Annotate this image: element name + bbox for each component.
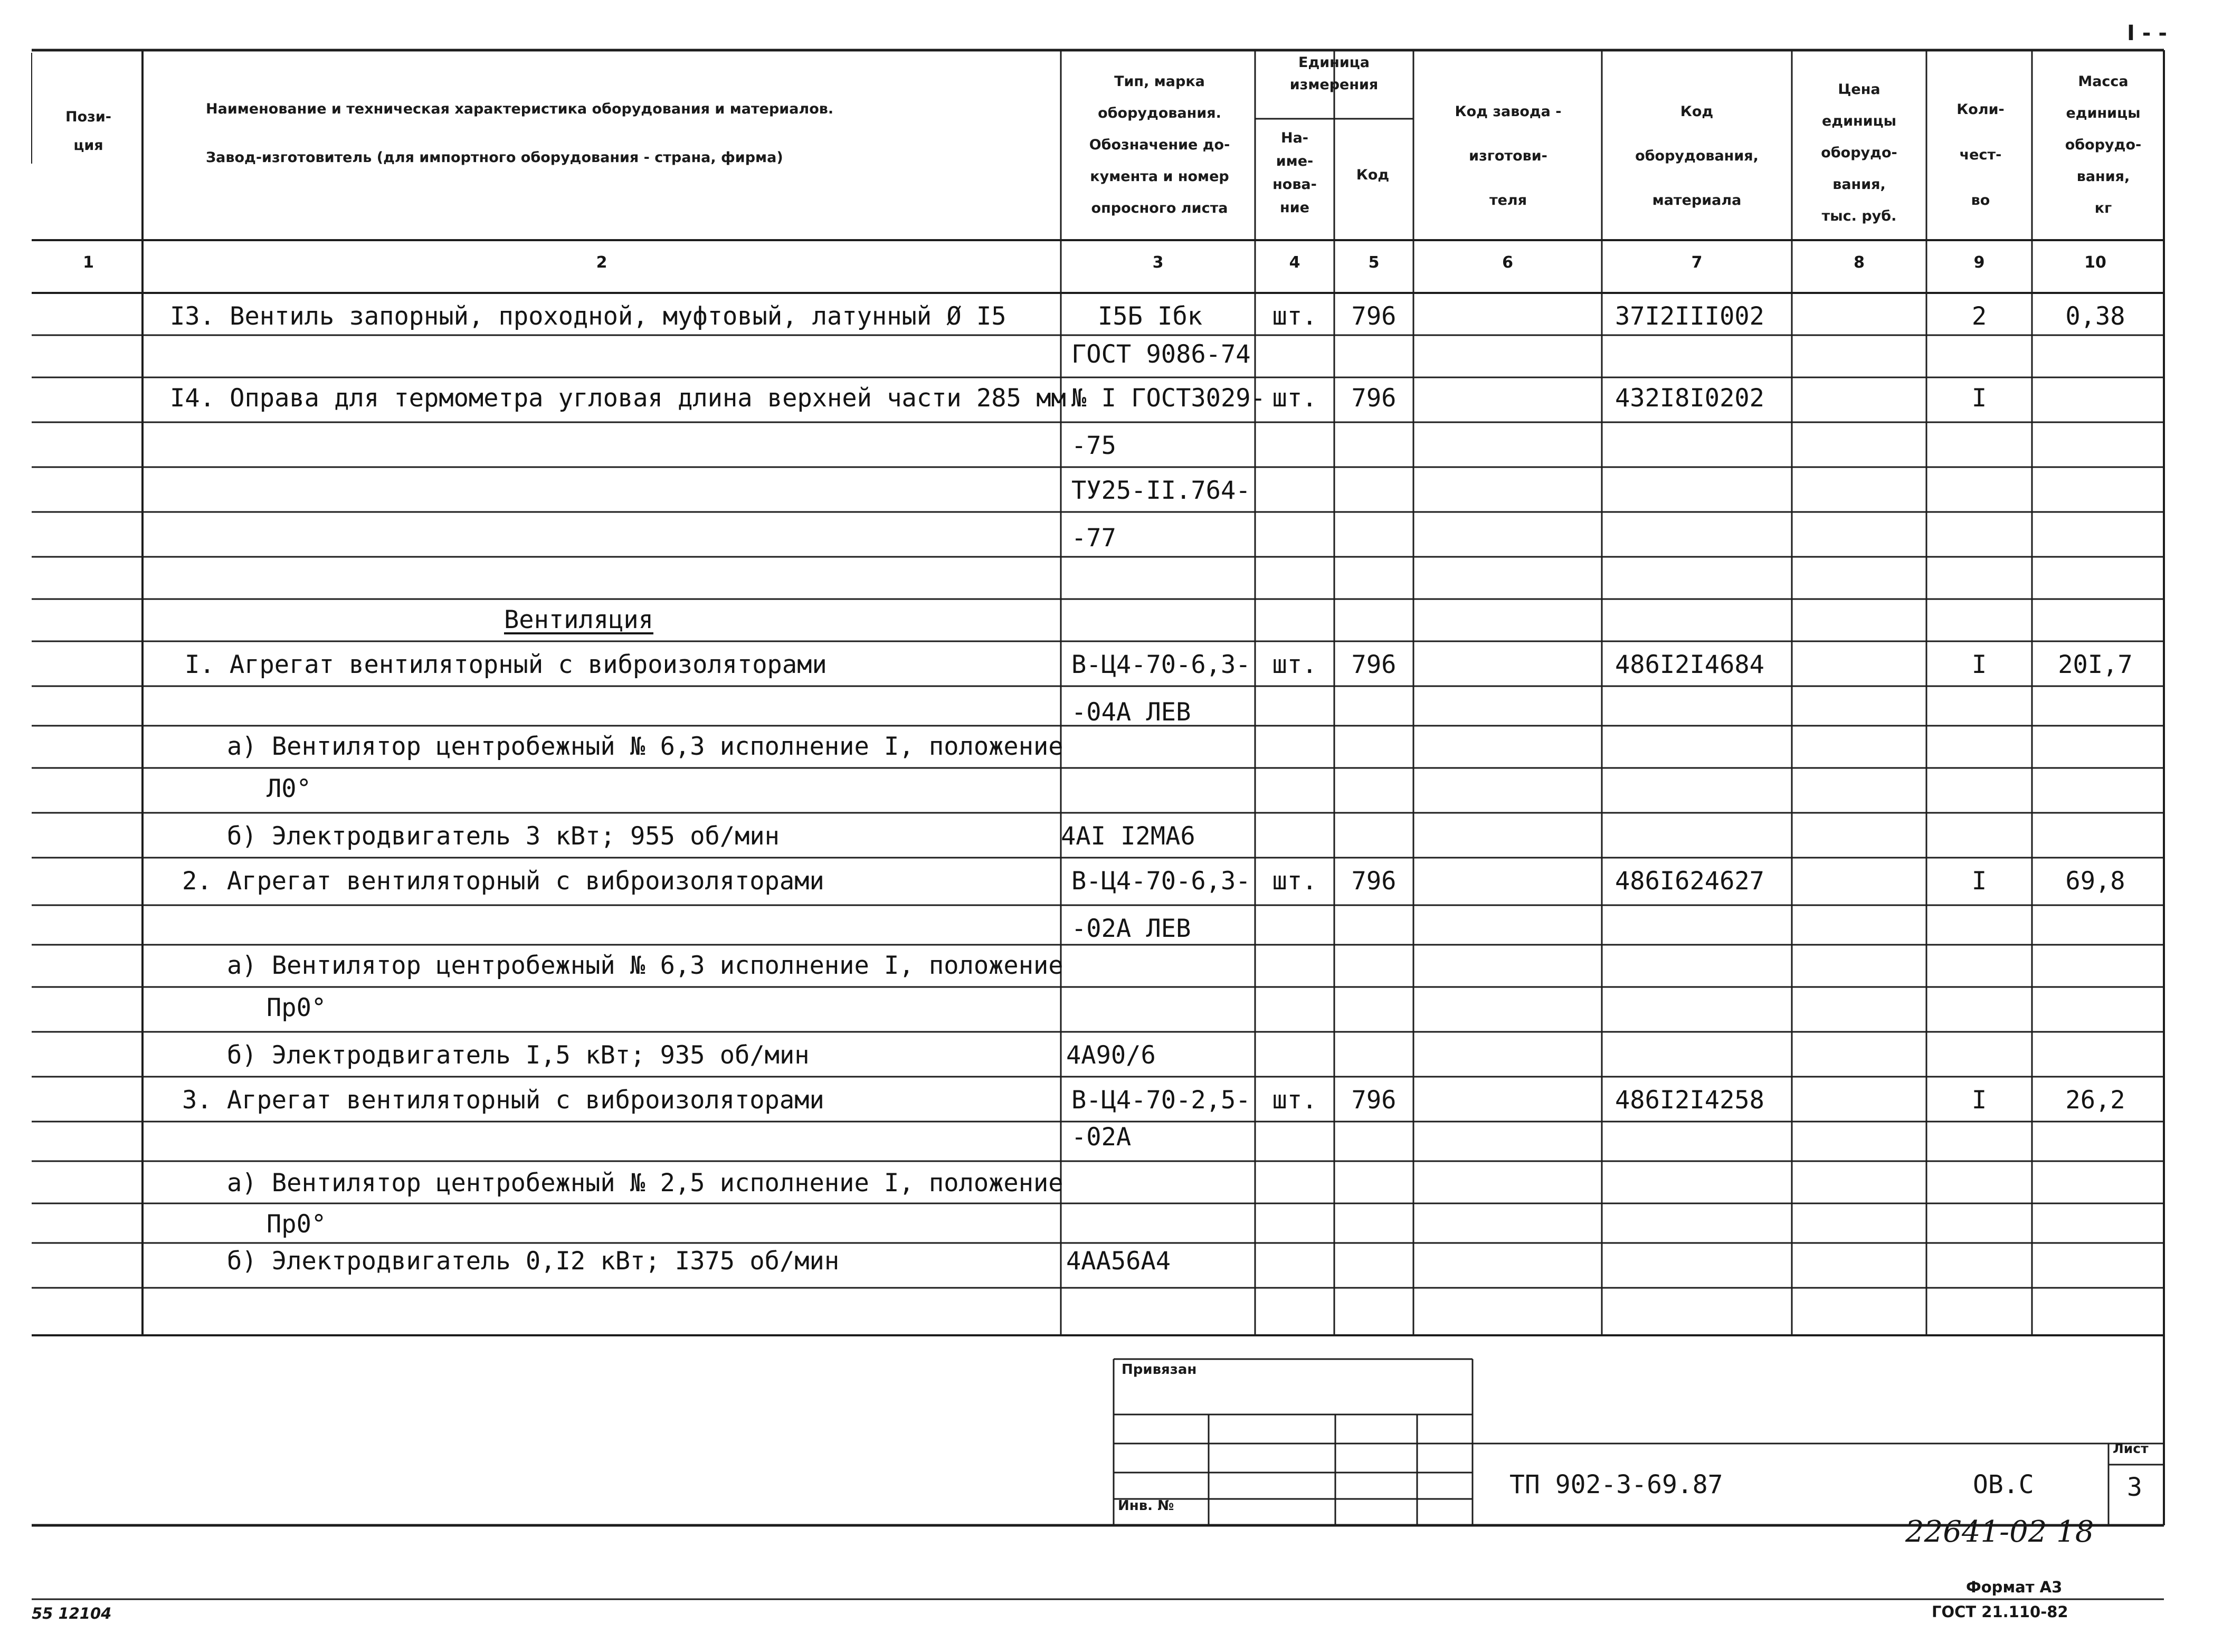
item-name: Л0° (267, 774, 311, 803)
item-type-mark: 4А90/6 (1066, 1041, 1156, 1070)
item-name: I4. Оправа для термометра угловая длина верхней части 285 мм (170, 384, 1066, 413)
item-quantity: 2 (1971, 302, 1987, 331)
item-type-mark: 4АА56А4 (1066, 1247, 1171, 1276)
item-name: а) Вентилятор центробежный № 6,3 исполнение I, положение (227, 732, 1063, 761)
document-mark: ОВ.С (1973, 1470, 2034, 1499)
item-name: б) Электродвигатель 0,I2 кВт; I375 об/мин (227, 1247, 840, 1276)
section-heading: Вентиляция (504, 605, 653, 634)
item-quantity: I (1971, 1086, 1987, 1115)
item-name: Пр0° (267, 1210, 327, 1239)
item-name: I3. Вентиль запорный, проходной, муфтовый, латунный Ø I5 (170, 302, 1006, 331)
item-unit: шт. (1272, 650, 1317, 679)
header-factory-code: Код завода - изготови- теля (1455, 103, 1562, 208)
item-name: б) Электродвигатель I,5 кВт; 935 об/мин (227, 1041, 810, 1070)
column-number: 1 (83, 253, 94, 272)
document-code: ТП 902-3-69.87 (1509, 1470, 1723, 1499)
item-equipment-code: 486I2I4258 (1615, 1086, 1764, 1115)
item-unit-code: 796 (1351, 650, 1397, 679)
item-quantity: I (1971, 650, 1987, 679)
item-type-mark: № I ГОСТ3029- (1071, 384, 1266, 413)
item-unit-code: 796 (1351, 867, 1397, 896)
footer-standard: ГОСТ 21.110-82 (1932, 1603, 2068, 1621)
header-name-line2: Завод-изготовитель (для импортного оборудования - страна, фирма) (206, 149, 783, 166)
header-equipment-code: Код оборудования, материала (1635, 103, 1759, 208)
item-type-mark: -77 (1071, 524, 1116, 553)
item-type-mark: В-Ц4-70-6,3- (1071, 867, 1251, 896)
header-unit-mass: Масса единицы оборудо- вания, кг (2065, 73, 2142, 216)
item-name: 2. Агрегат вентиляторный с виброизоляторами (182, 867, 824, 896)
item-type-mark: В-Ц4-70-2,5- (1071, 1086, 1251, 1115)
header-position: Пози- ция (65, 109, 111, 154)
item-type-mark: ГОСТ 9086-74 (1071, 340, 1251, 369)
item-type-mark: -75 (1071, 431, 1116, 460)
header-quantity: Коли- чест- во (1956, 101, 2005, 208)
handwritten-number: 22641-02 18 (1905, 1515, 2094, 1549)
header-unit-price: Цена единицы оборудо- вания, тыс. руб. (1821, 81, 1897, 224)
footer-format: Формат А3 (1966, 1578, 2063, 1596)
sheet-label: Лист (2113, 1441, 2149, 1456)
item-type-mark: В-Ц4-70-6,3- (1071, 650, 1251, 679)
column-number: 7 (1691, 253, 1703, 272)
column-number: 6 (1502, 253, 1513, 272)
item-unit-code: 796 (1351, 384, 1397, 413)
item-mass: 20I,7 (2058, 650, 2133, 679)
stamp-privyazan: Привязан (1122, 1362, 1197, 1378)
sheet-number: 3 (2127, 1473, 2142, 1502)
item-name: 3. Агрегат вентиляторный с виброизоляторами (182, 1086, 824, 1115)
item-unit: шт. (1272, 384, 1317, 413)
header-type-mark: Тип, марка оборудования. Обозначение до- кумента и номер опросного листа (1089, 73, 1230, 216)
header-unit-code: Код (1356, 167, 1390, 183)
item-type-mark: ТУ25-II.764- (1071, 476, 1251, 505)
item-unit: шт. (1272, 1086, 1317, 1115)
item-equipment-code: 37I2III002 (1615, 302, 1764, 331)
item-unit-code: 796 (1351, 1086, 1397, 1115)
column-number: 5 (1368, 253, 1380, 272)
item-quantity: I (1971, 384, 1987, 413)
header-name-line1: Наименование и техническая характеристика оборудования и материалов. (206, 101, 834, 117)
column-number: 10 (2084, 253, 2106, 272)
item-equipment-code: 486I2I4684 (1615, 650, 1764, 679)
column-number: 4 (1289, 253, 1300, 272)
item-name: I. Агрегат вентиляторный с виброизоляторами (185, 650, 827, 679)
item-mass: 69,8 (2065, 867, 2125, 896)
item-name: а) Вентилятор центробежный № 2,5 исполнение I, положение (227, 1169, 1063, 1198)
item-name: б) Электродвигатель 3 кВт; 955 об/мин (227, 822, 780, 851)
item-type-mark: -02А (1071, 1123, 1132, 1152)
item-type-mark: -04А ЛЕВ (1071, 698, 1191, 727)
item-type-mark: I5Б Iбк (1098, 302, 1203, 331)
corner-mark: I - - (2127, 21, 2167, 45)
item-name: Пр0° (267, 993, 327, 1022)
column-number: 9 (1973, 253, 1985, 272)
footer-left-code: 55 12104 (32, 1604, 112, 1622)
item-name: а) Вентилятор центробежный № 6,3 исполнение I, положение (227, 951, 1063, 980)
stamp-inventory-no: Инв. № (1118, 1498, 1174, 1514)
item-type-mark: 4АI I2МА6 (1061, 822, 1195, 851)
column-number: 2 (596, 253, 607, 272)
item-unit-code: 796 (1351, 302, 1397, 331)
item-mass: 26,2 (2065, 1086, 2125, 1115)
item-mass: 0,38 (2065, 302, 2125, 331)
item-equipment-code: 486I624627 (1615, 867, 1764, 896)
item-unit: шт. (1272, 302, 1317, 331)
header-unit-name: На- име- нова- ние (1272, 130, 1317, 216)
header-unit-group: Единица измерения (1289, 54, 1379, 93)
column-number: 3 (1152, 253, 1164, 272)
item-type-mark: -02А ЛЕВ (1071, 914, 1191, 943)
column-number: 8 (1854, 253, 1865, 272)
item-quantity: I (1971, 867, 1987, 896)
item-equipment-code: 432I8I0202 (1615, 384, 1764, 413)
item-unit: шт. (1272, 867, 1317, 896)
